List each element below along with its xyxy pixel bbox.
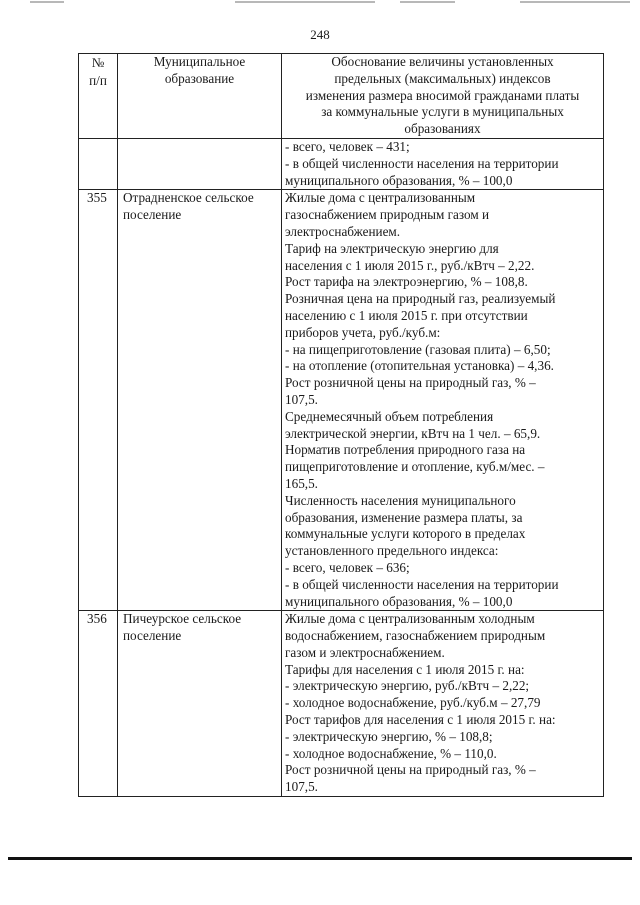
row-number: 356 bbox=[79, 611, 118, 797]
header-basis bbox=[282, 54, 604, 139]
municipality-line: поселение bbox=[123, 207, 182, 223]
municipality-cell bbox=[118, 190, 282, 611]
basis-cell bbox=[282, 611, 604, 797]
basis-line: Рост тарифов для населения с 1 июля 2015 г. на: bbox=[285, 712, 556, 728]
basis-line: газоснабжением природным газом и bbox=[285, 207, 490, 223]
municipality-cell bbox=[118, 138, 282, 189]
basis-line: Рост розничной цены на природный газ, % – bbox=[285, 762, 536, 778]
basis-line: Рост розничной цены на природный газ, % – bbox=[285, 375, 536, 391]
basis-line: - всего, человек – 636; bbox=[285, 559, 410, 575]
basis-line: водоснабжением, газоснабжением природным bbox=[285, 628, 546, 644]
basis-line: - на отопление (отопительная установка) – 4,36. bbox=[285, 358, 554, 374]
basis-line: - холодное водоснабжение, % – 110,0. bbox=[285, 745, 497, 761]
basis-line: коммунальные услуги которого в пределах bbox=[285, 526, 526, 542]
basis-line: 107,5. bbox=[285, 391, 318, 407]
basis-line: муниципального образования, % – 100,0 bbox=[285, 593, 513, 609]
header-basis-line: образованиях bbox=[404, 121, 481, 137]
basis-line: установленного предельного индекса: bbox=[285, 543, 499, 559]
basis-line: Жилые дома с централизованным bbox=[285, 190, 476, 206]
municipality-line: Пичеурское сельское bbox=[123, 611, 242, 627]
basis-line: Среднемесячный объем потребления bbox=[285, 408, 494, 424]
basis-line: электроснабжением. bbox=[285, 223, 401, 239]
basis-line: - в общей численности населения на территории bbox=[285, 155, 559, 171]
basis-line: Тарифы для населения с 1 июля 2015 г. на: bbox=[285, 661, 525, 677]
page-number: 248 bbox=[310, 27, 330, 42]
basis-line: населению с 1 июля 2015 г. при отсутствии bbox=[285, 307, 528, 323]
basis-line: 165,5. bbox=[285, 475, 318, 491]
basis-line: Норматив потребления природного газа на bbox=[285, 442, 526, 458]
basis-line: - электрическую энергию, руб./кВтч – 2,22; bbox=[285, 678, 530, 694]
municipality-line: Отрадненское сельское bbox=[123, 190, 254, 206]
tariff-table bbox=[78, 53, 604, 797]
basis-line: - холодное водоснабжение, руб./куб.м – 27,79 bbox=[285, 695, 541, 711]
bottom-divider bbox=[8, 857, 632, 860]
row-number: 355 bbox=[79, 190, 118, 611]
header-basis-line: за коммунальные услуги в муниципальных bbox=[321, 104, 564, 120]
scan-artifact-top bbox=[0, 0, 640, 6]
header-municipality-line: Муниципальное bbox=[153, 54, 246, 69]
header-municipality bbox=[118, 54, 282, 139]
municipality-line: поселение bbox=[123, 628, 182, 644]
basis-line: приборов учета, руб./куб.м: bbox=[285, 324, 441, 340]
basis-line: пищеприготовление и отопление, куб.м/мес. – bbox=[285, 459, 545, 475]
basis-line: - электрическую энергию, % – 108,8; bbox=[285, 728, 493, 744]
header-basis-line: изменения размера вносимой гражданами платы bbox=[305, 87, 580, 103]
header-basis-line: Обоснование величины установленных bbox=[331, 54, 554, 69]
basis-cell bbox=[282, 190, 604, 611]
basis-line: Жилые дома с централизованным холодным bbox=[285, 611, 535, 627]
header-num-line: п/п bbox=[89, 73, 107, 88]
basis-line: образования, изменение размера платы, за bbox=[285, 509, 523, 525]
basis-line: электрической энергии, кВтч на 1 чел. – 65,9. bbox=[285, 425, 541, 441]
basis-line: Тариф на электрическую энергию для bbox=[285, 240, 499, 256]
table-row bbox=[79, 190, 604, 611]
header-num-line: № bbox=[91, 55, 105, 70]
basis-line: - всего, человек – 431; bbox=[285, 138, 410, 154]
basis-line: муниципального образования, % – 100,0 bbox=[285, 172, 513, 188]
basis-line: населения с 1 июля 2015 г., руб./кВтч – 2,22. bbox=[285, 257, 535, 273]
basis-line: - в общей численности населения на территории bbox=[285, 576, 559, 592]
basis-line: Рост тарифа на электроэнергию, % – 108,8. bbox=[285, 274, 528, 290]
basis-line: 107,5. bbox=[285, 779, 318, 795]
basis-line: газом и электроснабжением. bbox=[285, 644, 445, 660]
table-header-row bbox=[79, 54, 604, 139]
table-row bbox=[79, 138, 604, 189]
table-row bbox=[79, 611, 604, 797]
municipality-cell bbox=[118, 611, 282, 797]
header-num bbox=[79, 54, 118, 139]
basis-line: Розничная цена на природный газ, реализуемый bbox=[285, 291, 556, 307]
header-municipality-line: образование bbox=[164, 70, 235, 86]
basis-cell bbox=[282, 138, 604, 189]
header-basis-line: предельных (максимальных) индексов bbox=[334, 70, 551, 86]
row-number bbox=[79, 138, 118, 189]
basis-line: Численность населения муниципального bbox=[285, 492, 516, 508]
basis-line: - на пищеприготовление (газовая плита) – 6,50; bbox=[285, 341, 551, 357]
